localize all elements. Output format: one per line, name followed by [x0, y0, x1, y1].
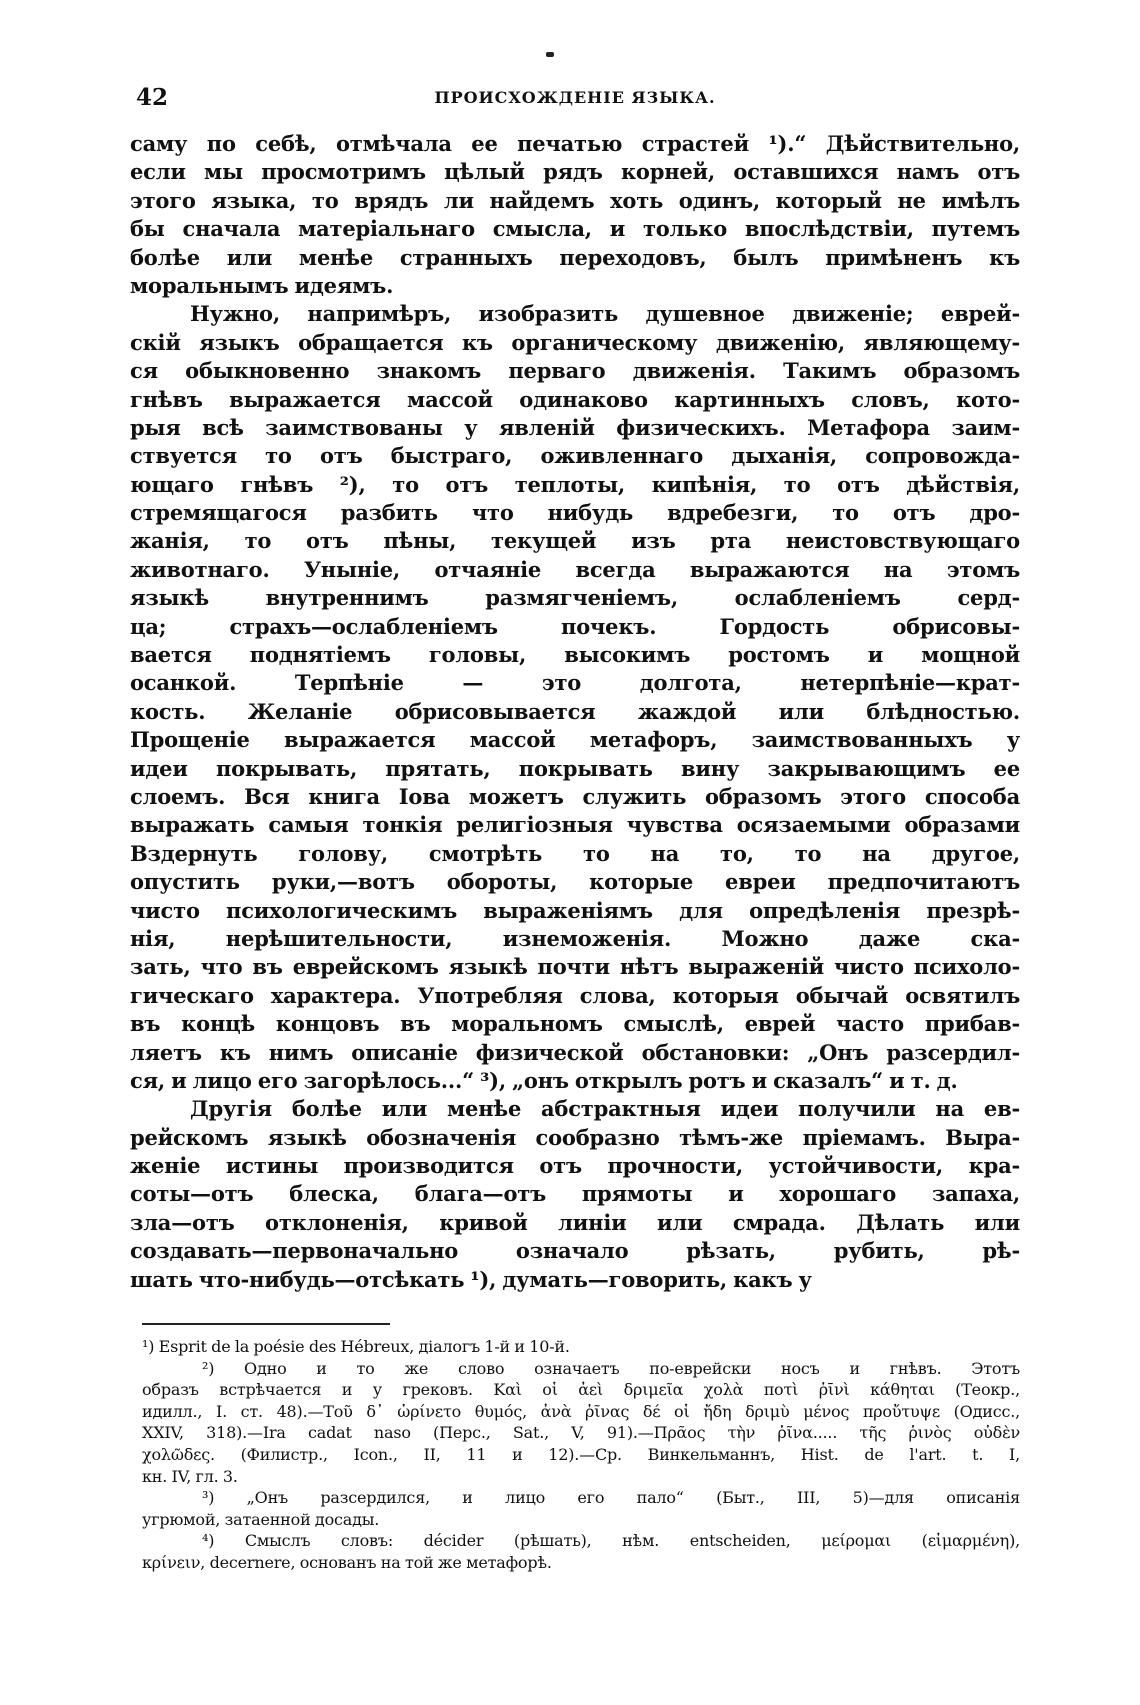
text-line: рыя всѣ заимствованы у явленій физическихъ. Метафора заим- [130, 414, 1020, 440]
footnote-line: угрюмой, затаенной досады. [142, 1509, 380, 1529]
footnote-line: ¹) Esprit de la poésie des Hébreux, діалогъ 1-й и 10-й. [142, 1337, 570, 1356]
text-line: языкѣ внутреннимъ размягченіемъ, ослабленіемъ серд- [130, 585, 1020, 611]
running-title: ПРОИСХОЖДЕНІЕ ЯЗЫКА. [434, 88, 716, 107]
main-text [130, 130, 1020, 1294]
text-line: болѣе или менѣе странныхъ переходовъ, былъ примѣненъ къ [130, 244, 1020, 270]
text-line: моральнымъ идеямъ. [130, 272, 394, 298]
text-line: гическаго характера. Употребляя слова, которыя обычай освятилъ [130, 982, 1020, 1008]
footnote-line: кн. IV, гл. 3. [142, 1466, 238, 1486]
text-line: ся, и лицо его загорѣлось...“ ³), „онъ открылъ ротъ и сказалъ“ и т. д. [130, 1067, 958, 1093]
text-line: выражать самыя тонкія религіозныя чувства осязаемыми образами [130, 812, 1020, 838]
text-line: жанія, то отъ пѣны, текущей изъ рта неистовствующаго [130, 528, 1020, 554]
text-line: если мы просмотримъ цѣлый рядъ корней, оставшихся намъ отъ [130, 159, 1020, 185]
text-line: Прощеніе выражается массой метафоръ, заимствованныхъ у [130, 727, 1020, 753]
text-line: идеи покрывать, прятать, покрывать вину закрывающимъ ее [130, 755, 1020, 781]
text-line: Другія болѣе или менѣе абстрактныя идеи получили на ев- [190, 1096, 1020, 1122]
text-line: скій языкъ обращается къ органическому движенію, являющему- [130, 329, 1020, 355]
text-line: саму по себѣ, отмѣчала ее печатью страстей ¹).“ Дѣйствительно, [130, 131, 1020, 156]
text-line: ющаго гнѣвъ ²), то отъ теплоты, кипѣнія, то отъ дѣйствія, [130, 471, 1020, 497]
footnote-line: κρίνειν, decernere, основанъ на той же метафорѣ. [142, 1552, 552, 1572]
text-line: гнѣвъ выражается массой одинаково картинныхъ словъ, кото- [130, 386, 1020, 412]
footnote-line: ²) Одно и то же слово означаетъ по-еврейски носъ и гнѣвъ. Этотъ [202, 1358, 1020, 1378]
text-line: кость. Желаніе обрисовывается жаждой или блѣдностью. [130, 698, 1020, 724]
footnote-line: XXIV, 318).—Ira cadat naso (Перс., Sat., V, 91).—Πρᾶος τὴν ῥῖνα..... τῆς ῥινὸς οὐδὲν [142, 1423, 1020, 1443]
footnote-line: ³) „Онъ разсердился, и лицо его пало“ (Быт., III, 5)—для описанія [202, 1488, 1020, 1508]
text-line: Вздернуть голову, смотрѣть то на то, то на другое, [130, 840, 1020, 866]
text-line: шать что-нибудь—отсѣкать ¹), думать—говорить, какъ у [130, 1266, 812, 1292]
text-line: зла—отъ отклоненія, кривой линіи или смрада. Дѣлать или [130, 1209, 1020, 1235]
text-line: животнаго. Уныніе, отчаяніе всегда выражаются на этомъ [130, 556, 1020, 582]
text-line: соты—отъ блеска, блага—отъ прямоты и хорошаго запаха, [130, 1181, 1020, 1207]
text-line: вается поднятіемъ головы, высокимъ ростомъ и мощной [130, 642, 1020, 668]
text-line: ствуется то отъ быстраго, оживленнаго дыханія, сопровожда- [130, 443, 1020, 469]
text-line: Нужно, напримѣръ, изобразить душевное движеніе; еврей- [190, 301, 1020, 327]
footnotes [142, 1336, 1020, 1574]
footnote-line: ⁴) Смыслъ словъ: décider (рѣшать), нѣм. entscheiden, μείρομαι (εἱμαρμένη), [202, 1531, 1020, 1551]
footnote-line: образъ встрѣчается и у грековъ. Καὶ οἱ ἀεὶ δριμεῖα χολὰ ποτὶ ῥῑνὶ κάθηται (Теокр., [142, 1380, 1020, 1400]
text-line: слоемъ. Вся книга Іова можетъ служить образомъ этого способа [130, 783, 1020, 809]
text-line: чисто психологическимъ выраженіямъ для опредѣленія презрѣ- [130, 897, 1020, 923]
text-line: опустить руки,—вотъ обороты, которые евреи предпочитаютъ [130, 869, 1020, 895]
text-line: ся обыкновенно знакомъ перваго движенія. Такимъ образомъ [130, 358, 1020, 384]
footnote-line: χολῶδες. (Филистр., Icon., II, 11 и 12).—Ср. Винкельманнъ, Hist. de l'art. t. I, [142, 1444, 1020, 1464]
text-line: создавать—первоначально означало рѣзать, рубить, рѣ- [130, 1238, 1020, 1264]
text-line: зать, что въ еврейскомъ языкѣ почти нѣтъ выраженій чисто психоло- [130, 954, 1020, 980]
text-line: бы сначала матеріальнаго смысла, и только впослѣдствіи, путемъ [130, 216, 1020, 242]
text-line: женіе истины производится отъ прочности, устойчивости, кра- [130, 1153, 1020, 1179]
footnote-separator [142, 1323, 390, 1325]
page-header [130, 84, 1020, 112]
text-line: этого языка, то врядъ ли найдемъ хоть одинъ, который не имѣлъ [130, 187, 1020, 213]
text-line: ляетъ къ нимъ описаніе физической обстановки: „Онъ разсердил- [130, 1039, 1020, 1065]
ink-speck [546, 52, 554, 57]
text-line: ца; страхъ—ослабленіемъ почекъ. Гордость обрисовы- [130, 613, 1020, 639]
text-line: стремящагося разбить что нибудь вдребезги, то отъ дро- [130, 500, 1020, 526]
text-line: осанкой. Терпѣніе — это долгота, нетерпѣніе—крат- [130, 670, 1020, 696]
page-number: 42 [136, 84, 169, 111]
text-line: нія, нерѣшительности, изнеможенія. Можно даже ска- [130, 925, 1020, 951]
footnote-line: идилл., I. ст. 48).—Τοῦ δ᾽ ὠρίνετο θυμός, ἀνὰ ῥῖνας δέ οἱ ἤδη δριμὺ μένος προὔτυψε (Одисс., [142, 1401, 1020, 1421]
text-line: рейскомъ языкѣ обозначенія сообразно тѣмъ-же пріемамъ. Выра- [130, 1124, 1020, 1150]
text-line: въ концѣ концовъ въ моральномъ смыслѣ, еврей часто прибав- [130, 1011, 1020, 1037]
